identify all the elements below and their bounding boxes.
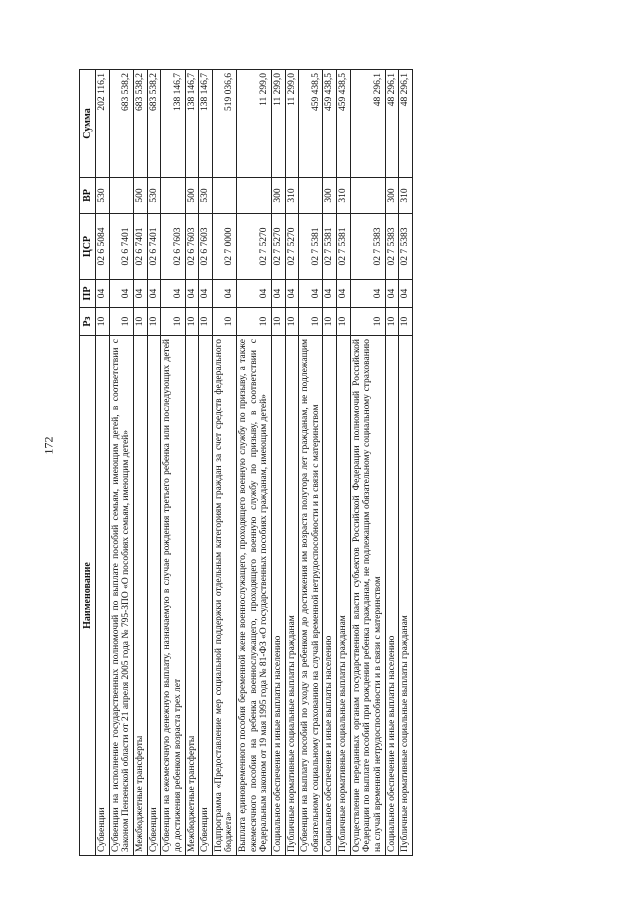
cell-sum: 138 146,7 xyxy=(185,70,199,178)
cell-vr: 500 xyxy=(134,178,148,214)
cell-pr: 04 xyxy=(161,280,185,308)
table-row xyxy=(385,70,399,856)
cell-pr: 04 xyxy=(212,280,236,308)
cell-csr: 02 7 5381 xyxy=(337,214,351,280)
cell-csr: 02 6 7401 xyxy=(134,214,148,280)
cell-pr: 04 xyxy=(185,280,199,308)
cell-pr: 04 xyxy=(337,280,351,308)
cell-sum: 11 299,0 xyxy=(271,70,285,178)
cell-rz: 10 xyxy=(185,308,199,336)
table-rotation-frame xyxy=(79,70,539,856)
cell-csr: 02 7 5383 xyxy=(399,214,413,280)
cell-sum: 683 538,2 xyxy=(134,70,148,178)
table-body xyxy=(96,70,413,856)
cell-csr: 02 6 7401 xyxy=(109,214,133,280)
cell-pr: 04 xyxy=(199,280,213,308)
cell-rz: 10 xyxy=(199,308,213,336)
cell-vr: 300 xyxy=(385,178,399,214)
header-csr: ЦСР xyxy=(80,214,96,280)
table-row xyxy=(212,70,236,856)
table-row xyxy=(237,70,272,856)
cell-name: Субвенции на ежемесячную денежную выплату, назначаемую в случае рождения третьего ребенка или последующих детей до достижения ребенком возраста трех лет xyxy=(161,336,185,856)
cell-sum: 519 036,6 xyxy=(212,70,236,178)
cell-csr: 02 7 0000 xyxy=(212,214,236,280)
cell-name: Субвенции xyxy=(96,336,110,856)
header-vr: ВР xyxy=(80,178,96,214)
cell-name: Публичные нормативные социальные выплаты гражданам xyxy=(285,336,299,856)
cell-vr: 310 xyxy=(337,178,351,214)
cell-pr: 04 xyxy=(147,280,161,308)
cell-pr: 04 xyxy=(134,280,148,308)
cell-csr: 02 7 5381 xyxy=(323,214,337,280)
cell-csr: 02 6 7603 xyxy=(185,214,199,280)
cell-pr: 04 xyxy=(109,280,133,308)
cell-vr: 300 xyxy=(271,178,285,214)
cell-pr: 04 xyxy=(299,280,323,308)
cell-name: Выплата единовременного пособия беременной жене военнослужащего, проходящего военную службу по призыву, а также ежемесячного пособия на ребенка военнослужащего, проходящего военную службу по призыву, в соответствии с Федеральным законом от 19 мая 1995 года № 81-ФЗ «О государственных пособиях гражданам, имеющим детей» xyxy=(237,336,272,856)
cell-csr: 02 6 7401 xyxy=(147,214,161,280)
cell-rz: 10 xyxy=(285,308,299,336)
cell-csr: 02 7 5381 xyxy=(299,214,323,280)
cell-name: Публичные нормативные социальные выплаты гражданам xyxy=(337,336,351,856)
table-header-row xyxy=(80,70,96,856)
cell-rz: 10 xyxy=(237,308,272,336)
cell-csr: 02 6 7603 xyxy=(161,214,185,280)
cell-sum: 202 116,1 xyxy=(96,70,110,178)
cell-pr: 04 xyxy=(385,280,399,308)
cell-rz: 10 xyxy=(323,308,337,336)
cell-rz: 10 xyxy=(134,308,148,336)
cell-rz: 10 xyxy=(337,308,351,336)
cell-csr: 02 7 5270 xyxy=(285,214,299,280)
cell-sum: 459 438,5 xyxy=(323,70,337,178)
table-row xyxy=(399,70,413,856)
table-row xyxy=(323,70,337,856)
cell-name: Социальное обеспечение и иные выплаты населению xyxy=(385,336,399,856)
cell-sum: 459 438,5 xyxy=(337,70,351,178)
cell-name: Субвенции xyxy=(199,336,213,856)
header-pr: ПР xyxy=(80,280,96,308)
cell-vr xyxy=(212,178,236,214)
cell-rz: 10 xyxy=(212,308,236,336)
table-row xyxy=(350,70,385,856)
cell-rz: 10 xyxy=(350,308,385,336)
cell-csr: 02 7 5270 xyxy=(271,214,285,280)
cell-vr xyxy=(161,178,185,214)
table-row xyxy=(185,70,199,856)
cell-name: Межбюджетные трансферты xyxy=(185,336,199,856)
table-row xyxy=(109,70,133,856)
cell-name: Публичные нормативные социальные выплаты гражданам xyxy=(399,336,413,856)
table-row xyxy=(337,70,351,856)
cell-pr: 04 xyxy=(285,280,299,308)
table-row xyxy=(299,70,323,856)
header-name: Наименование xyxy=(80,336,96,856)
cell-name: Социальное обеспечение и иные выплаты населению xyxy=(271,336,285,856)
cell-csr: 02 7 5383 xyxy=(350,214,385,280)
cell-vr: 500 xyxy=(185,178,199,214)
cell-name: Межбюджетные трансферты xyxy=(134,336,148,856)
table-row xyxy=(96,70,110,856)
rotated-table-container xyxy=(79,70,539,856)
cell-csr: 02 6 5084 xyxy=(96,214,110,280)
cell-vr: 530 xyxy=(96,178,110,214)
cell-pr: 04 xyxy=(237,280,272,308)
header-sum: Сумма xyxy=(80,70,96,178)
cell-name: Социальное обеспечение и иные выплаты населению xyxy=(323,336,337,856)
cell-rz: 10 xyxy=(385,308,399,336)
cell-vr xyxy=(109,178,133,214)
cell-pr: 04 xyxy=(399,280,413,308)
cell-sum: 683 538,2 xyxy=(147,70,161,178)
cell-sum: 48 296,1 xyxy=(350,70,385,178)
cell-rz: 10 xyxy=(161,308,185,336)
table-row xyxy=(271,70,285,856)
cell-vr xyxy=(350,178,385,214)
cell-vr: 310 xyxy=(399,178,413,214)
cell-sum: 11 299,0 xyxy=(237,70,272,178)
table-row xyxy=(134,70,148,856)
cell-rz: 10 xyxy=(147,308,161,336)
cell-name: Субвенции xyxy=(147,336,161,856)
cell-vr: 300 xyxy=(323,178,337,214)
cell-pr: 04 xyxy=(271,280,285,308)
cell-name: Субвенции на исполнение государственных полномочий по выплате пособий семьям, имеющим детей, в соответствии с Законом Пензенской области от 21 апреля 2005 года № 795-ЗПО «О пособиях семьям, имеющим детей» xyxy=(109,336,133,856)
table-row xyxy=(199,70,213,856)
cell-csr: 02 6 7603 xyxy=(199,214,213,280)
cell-pr: 04 xyxy=(96,280,110,308)
cell-vr: 310 xyxy=(285,178,299,214)
cell-sum: 138 146,7 xyxy=(199,70,213,178)
budget-table xyxy=(79,69,413,856)
cell-sum: 683 538,2 xyxy=(109,70,133,178)
cell-sum: 48 296,1 xyxy=(385,70,399,178)
cell-rz: 10 xyxy=(299,308,323,336)
cell-name: Осуществление переданных органам государственной власти субъектов Российской Федерации полномочий Российской Федерации по выплате пособий при рождении ребенка гражданам, не подлежащим обязательному социальному страхованию на случай временной нетрудоспособности и в связи с материнством xyxy=(350,336,385,856)
table-row xyxy=(285,70,299,856)
cell-rz: 10 xyxy=(109,308,133,336)
table-row xyxy=(161,70,185,856)
cell-rz: 10 xyxy=(96,308,110,336)
cell-name: Субвенции на выплату пособий по уходу за ребенком до достижения им возраста полутора лет гражданам, не подлежащим обязательному социальному страхованию на случай временной нетрудоспособности и в связи с материнством xyxy=(299,336,323,856)
header-rz: Рз xyxy=(80,308,96,336)
cell-sum: 48 296,1 xyxy=(399,70,413,178)
cell-name: Подпрограмма «Предоставление мер социальной поддержки отдельным категориям граждан за счет средств федерального бюджета» xyxy=(212,336,236,856)
cell-sum: 138 146,7 xyxy=(161,70,185,178)
cell-rz: 10 xyxy=(271,308,285,336)
cell-vr xyxy=(299,178,323,214)
cell-pr: 04 xyxy=(350,280,385,308)
cell-sum: 459 438,5 xyxy=(299,70,323,178)
cell-vr: 530 xyxy=(199,178,213,214)
cell-pr: 04 xyxy=(323,280,337,308)
cell-vr xyxy=(237,178,272,214)
table-row xyxy=(147,70,161,856)
cell-vr: 530 xyxy=(147,178,161,214)
cell-sum: 11 299,0 xyxy=(285,70,299,178)
page-number: 172 xyxy=(41,436,56,455)
cell-csr: 02 7 5383 xyxy=(385,214,399,280)
cell-csr: 02 7 5270 xyxy=(237,214,272,280)
cell-rz: 10 xyxy=(399,308,413,336)
